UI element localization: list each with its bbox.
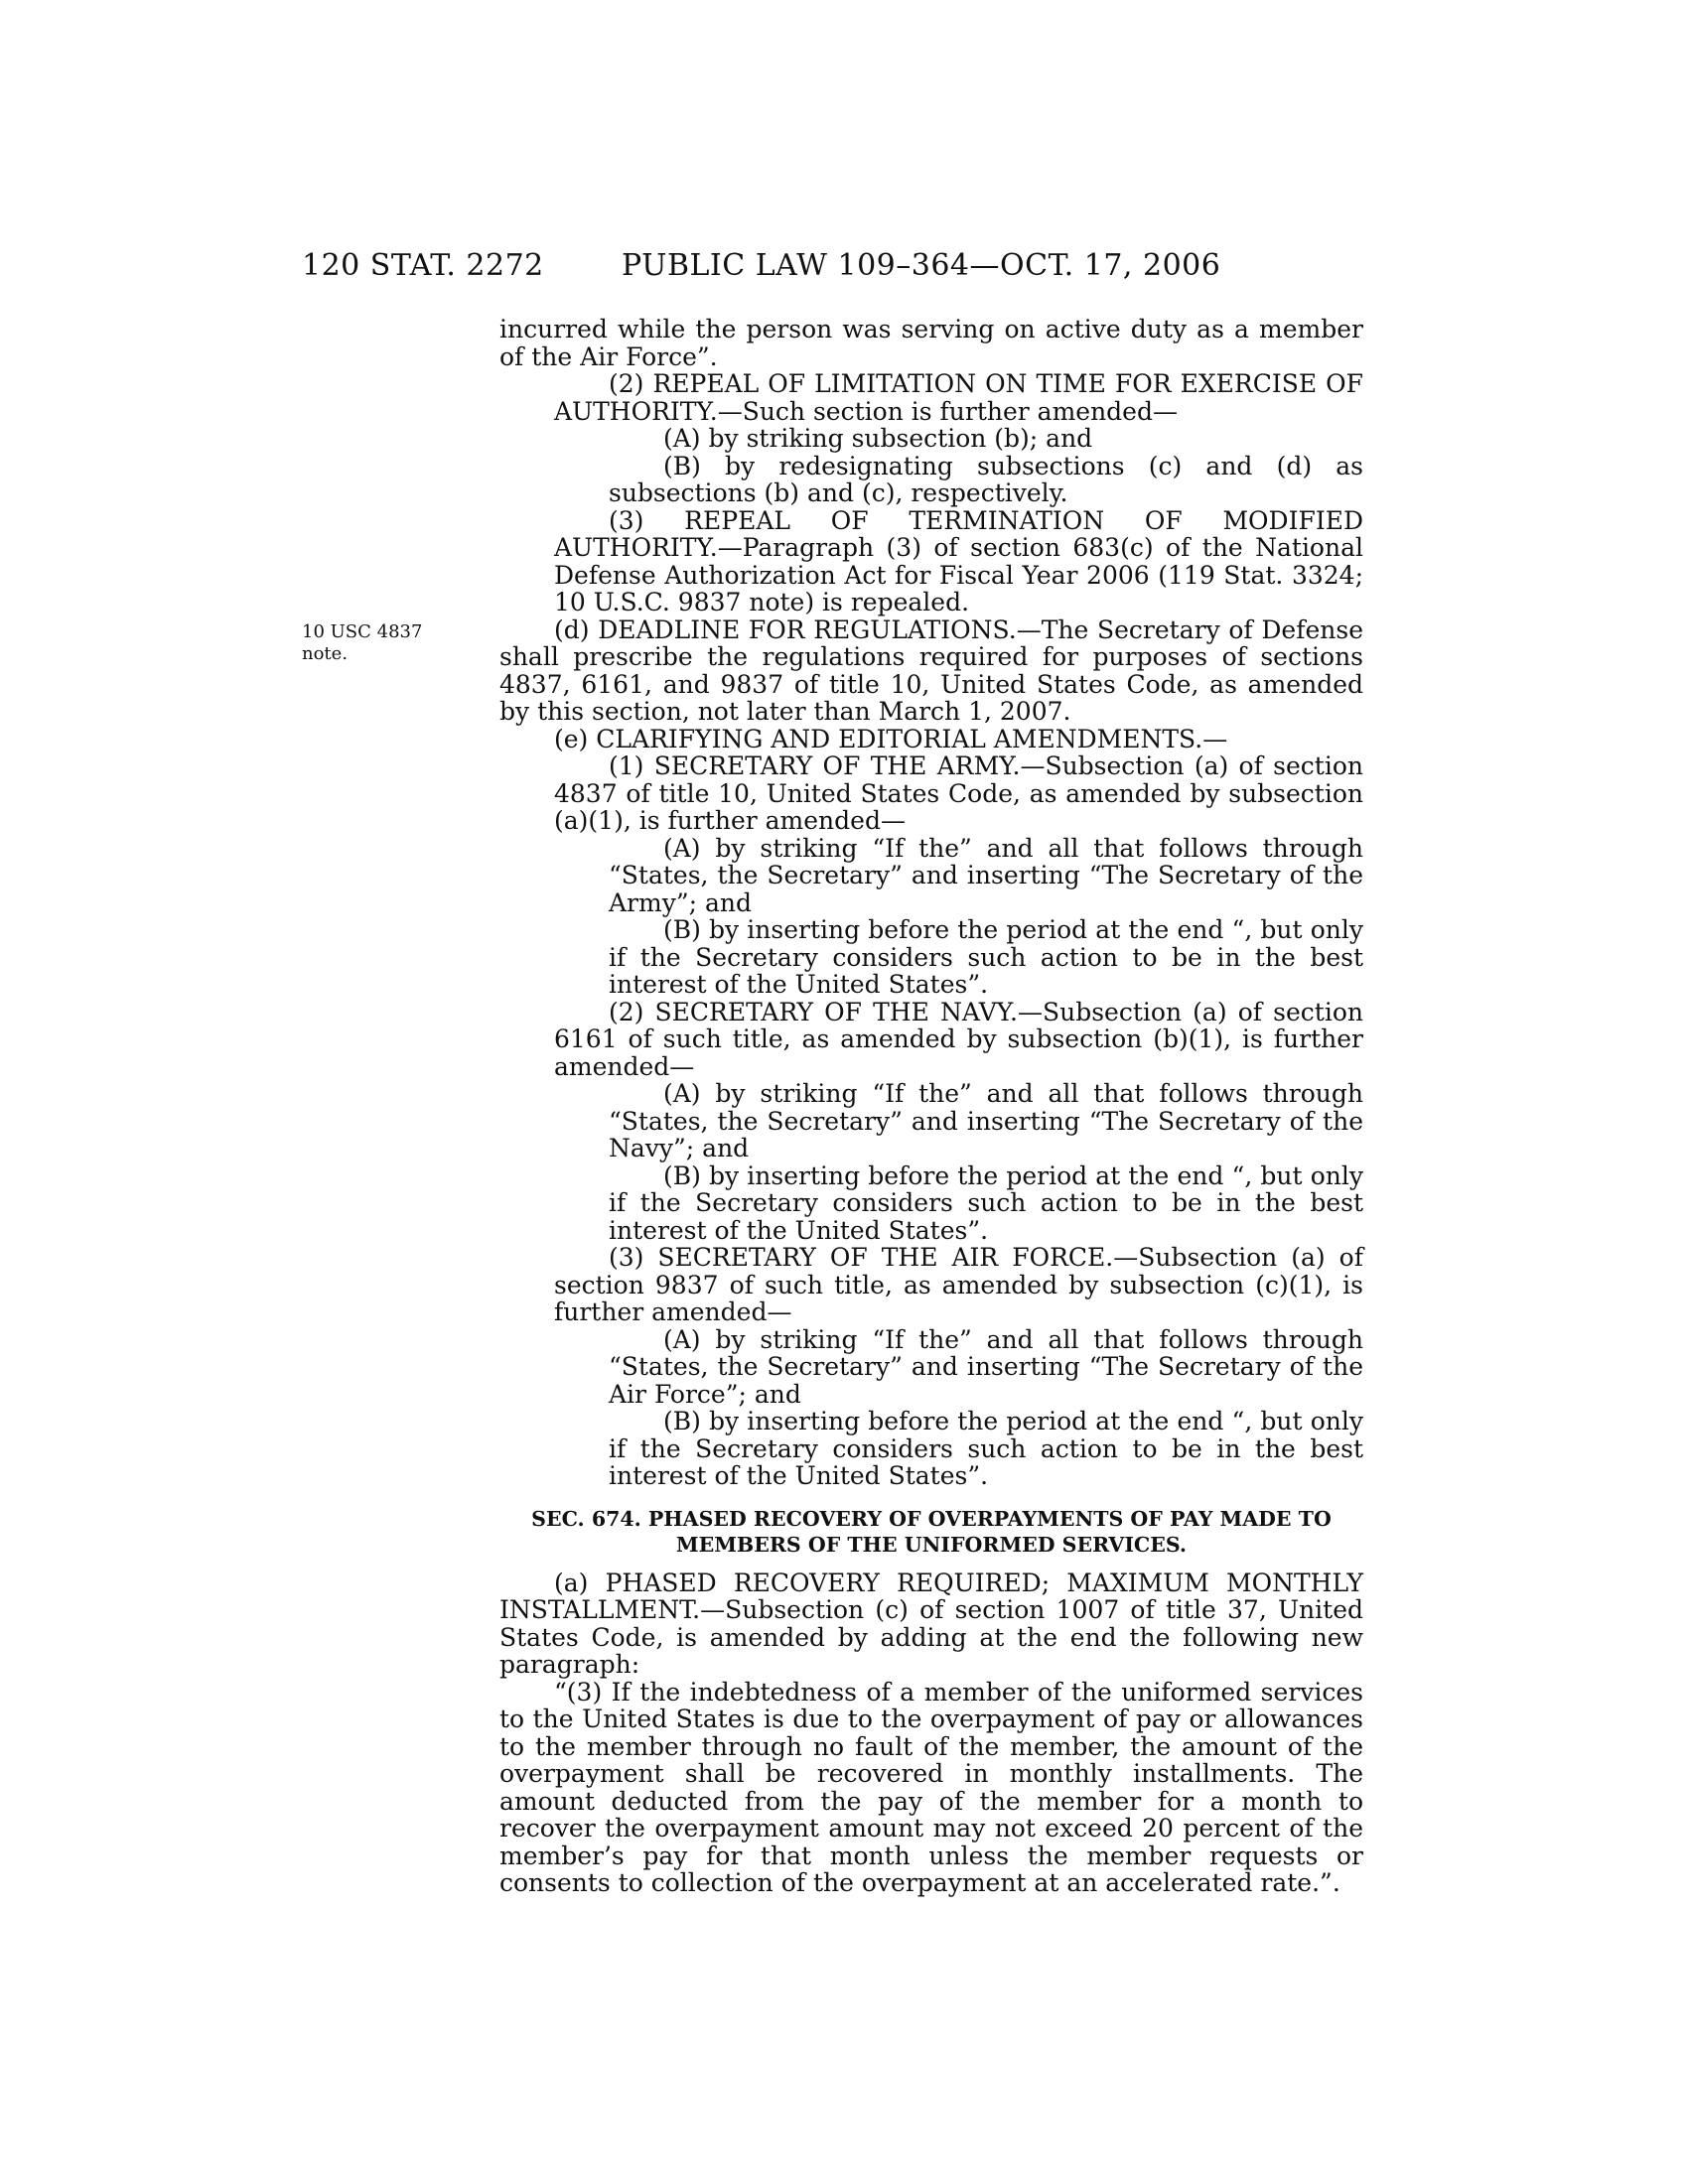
paragraph: (B) by inserting before the period at the end “, but only if the Secretary considers such action to be in the best interest of the United States”. [609,1407,1363,1490]
margin-citation-note: 10 USC 4837 note. [302,621,423,664]
paragraph: (B) by inserting before the period at the end “, but only if the Secretary considers such action to be in the best interest of the United States”. [609,1160,1363,1245]
page-header [0,248,1688,288]
paragraph: (2) SECRETARY OF THE NAVY.—Subsection (a) of section 6161 of such title, as amended by subsection (b)(1), is further amended— [554,997,1363,1081]
paragraph: (A) by striking subsection (b); and [663,424,1093,453]
paragraph: (A) by striking “If the” and all that follows through “States, the Secretary” and inserting “The Secretary of the Air Force”; and [609,1324,1363,1409]
stat-page-number: 120 STAT. 2272 [302,248,544,283]
public-law-title: PUBLIC LAW 109–364—OCT. 17, 2006 [622,248,1221,283]
paragraph: (1) SECRETARY OF THE ARMY.—Subsection (a) of section 4837 of title 10, United States Code, as amended by subsection (a)(1), is further amended— [554,751,1363,835]
paragraph: (2) REPEAL OF LIMITATION ON TIME FOR EXERCISE OF AUTHORITY.—Such section is further amended— [554,369,1363,426]
paragraph: “(3) If the indebtedness of a member of the uniformed services to the United States is due to the overpayment of pay or allowances to the member through no fault of the member, the amount of the overpayment shall be recovered in monthly installments. The amount deducted from the pay of the member for a month to recover the overpayment amount may not exceed 20 percent of the member’s pay for that month unless the member requests or consents to collection of the overpayment at an accelerated rate.”. [499,1677,1363,1897]
paragraph: (3) SECRETARY OF THE AIR FORCE.—Subsection (a) of section 9837 of such title, as amended by subsection (c)(1), is further amended— [554,1243,1363,1326]
section-heading: SEC. 674. PHASED RECOVERY OF OVERPAYMENTS OF PAY MADE TO MEMBERS OF THE UNIFORMED SERVICES. [531,1506,1332,1557]
paragraph: (B) by redesignating subsections (c) and (d) as subsections (b) and (c), respectively. [609,451,1363,507]
paragraph: (d) DEADLINE FOR REGULATIONS.—The Secretary of Defense shall prescribe the regulations required for purposes of sections 4837, 6161, and 9837 of title 10, United States Code, as amended by this section, not later than March 1, 2007. [499,614,1363,726]
paragraph: (a) PHASED RECOVERY REQUIRED; MAXIMUM MONTHLY INSTALLMENT.—Subsection (c) of section 1007 of title 37, United States Code, is amended by adding at the end the following new paragraph: [499,1568,1363,1679]
paragraph: incurred while the person was serving on active duty as a member of the Air Force”. [499,315,1363,371]
paragraph: (A) by striking “If the” and all that follows through “States, the Secretary” and inserting “The Secretary of the Navy”; and [609,1079,1363,1162]
paragraph: (A) by striking “If the” and all that follows through “States, the Secretary” and inserting “The Secretary of the Army”; and [609,833,1363,917]
paragraph: (3) REPEAL OF TERMINATION OF MODIFIED AUTHORITY.—Paragraph (3) of section 683(c) of the National Defense Authorization Act for Fiscal Year 2006 (119 Stat. 3324; 10 U.S.C. 9837 note) is repealed. [554,505,1363,616]
paragraph: (B) by inserting before the period at the end “, but only if the Secretary considers such action to be in the best interest of the United States”. [609,915,1363,999]
paragraph: (e) CLARIFYING AND EDITORIAL AMENDMENTS.— [554,724,1228,753]
document-body [499,316,1363,1897]
